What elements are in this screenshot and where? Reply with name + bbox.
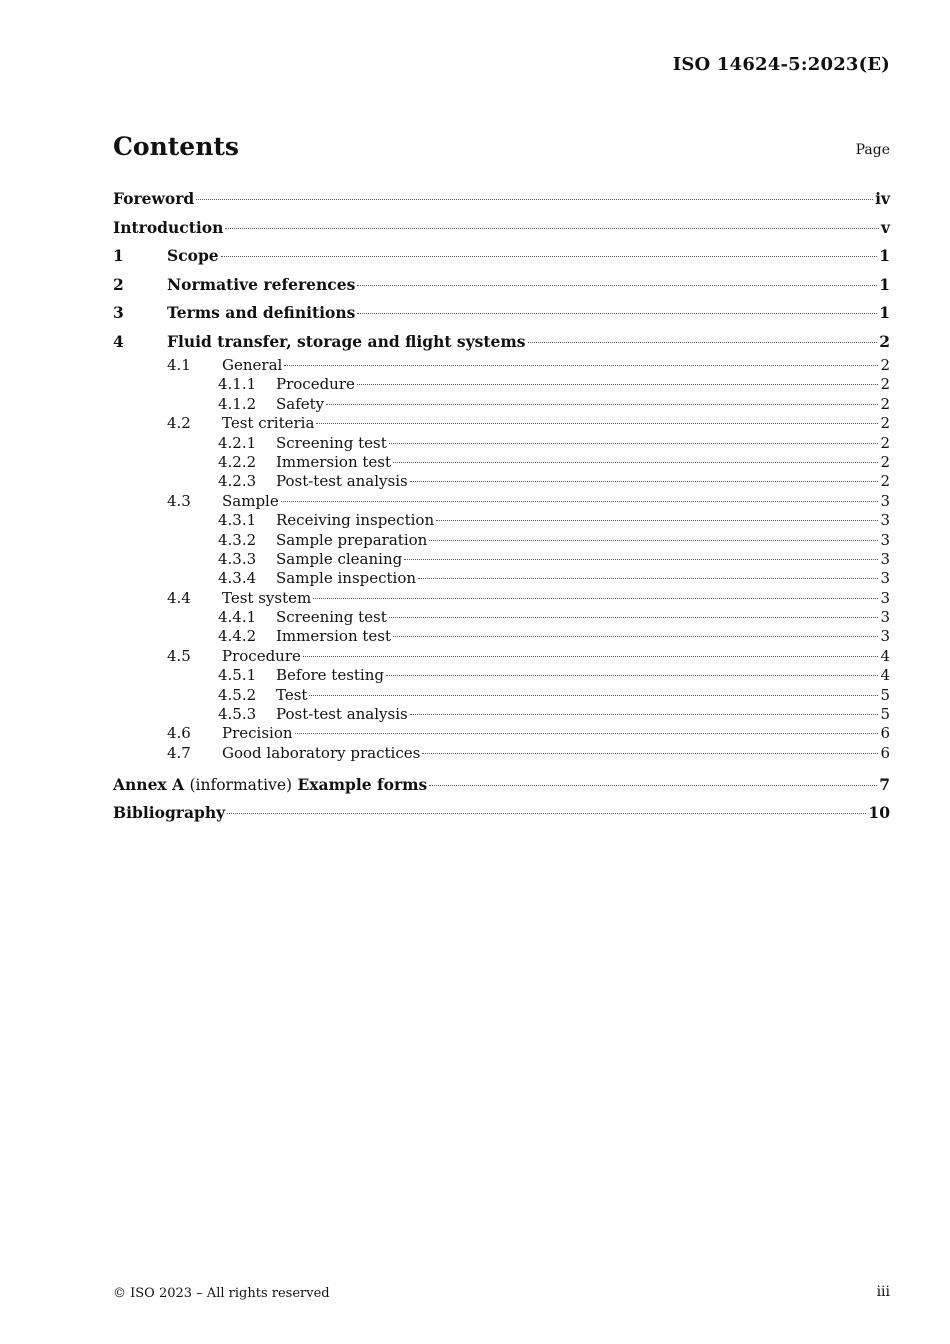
- toc-entry-title: Precision: [222, 724, 293, 743]
- toc-entry-before-testing[interactable]: [113, 666, 890, 685]
- toc-entry-page: 5: [880, 685, 890, 704]
- toc-entry-page: 1: [879, 274, 890, 294]
- toc-entry-title: Good laboratory practices: [222, 743, 421, 762]
- dot-leader: [357, 313, 877, 314]
- toc-entry-title: Immersion test: [276, 452, 392, 471]
- toc-entry-number: 4.3: [167, 491, 191, 510]
- dot-leader: [386, 675, 878, 676]
- dot-leader: [393, 462, 878, 463]
- toc-entry-title: Post-test analysis: [276, 472, 408, 491]
- toc-entry-page: 3: [880, 549, 890, 568]
- toc-entry-screening-test[interactable]: [113, 608, 890, 627]
- toc-entry-page: 2: [880, 394, 890, 413]
- annex-label: Annex A: [113, 775, 185, 795]
- dot-leader: [528, 342, 878, 343]
- toc-entry-foreword[interactable]: [113, 185, 890, 214]
- toc-entry-number: 4.5: [167, 646, 191, 665]
- toc-entry-number: 4.3.1: [218, 511, 257, 530]
- toc-entry-number: 4.5.2: [218, 685, 257, 704]
- toc-entry-procedure[interactable]: [113, 375, 890, 394]
- dot-leader: [225, 228, 879, 229]
- toc-entry-page: iv: [875, 189, 890, 208]
- toc-entry-number: 4.1.2: [218, 394, 257, 413]
- toc-entry-page: 3: [880, 588, 890, 607]
- toc-entry-title: Safety: [276, 394, 325, 413]
- toc-entry-page: 3: [880, 491, 890, 510]
- toc-spacer: [113, 763, 890, 771]
- toc-entry-procedure-section[interactable]: [113, 647, 890, 666]
- dot-leader: [429, 785, 877, 786]
- dot-leader: [357, 384, 879, 385]
- toc-entry-number: 4.4.1: [218, 608, 257, 627]
- toc-entry-page: 3: [880, 511, 890, 530]
- dot-leader: [389, 443, 879, 444]
- toc-entry-precision[interactable]: [113, 724, 890, 743]
- annex-title: Example forms: [297, 775, 428, 795]
- toc-entry-title: Screening test: [276, 433, 387, 452]
- toc-entry-title: Sample: [222, 491, 279, 510]
- toc-entry-title: Test system: [222, 588, 312, 607]
- toc-entry-number: 3: [113, 303, 124, 322]
- contents-title: Contents: [113, 132, 240, 161]
- toc-entry-page: 3: [880, 569, 890, 588]
- toc-entry-page: 2: [880, 356, 890, 374]
- toc-entry-number: 1: [113, 246, 124, 265]
- toc-entry-title: Screening test: [276, 608, 387, 627]
- table-of-contents: [113, 185, 890, 827]
- toc-entry-title: Receiving inspection: [276, 511, 435, 530]
- toc-entry-page: 4: [880, 646, 890, 665]
- toc-entry-page: 1: [879, 246, 890, 265]
- dot-leader: [309, 695, 878, 696]
- toc-entry-title: Normative references: [167, 274, 356, 294]
- toc-entry-sample-cleaning[interactable]: [113, 550, 890, 569]
- toc-entry-title: Test: [276, 685, 308, 704]
- toc-entry-page: 2: [880, 414, 890, 433]
- toc-entry-page: 2: [880, 433, 890, 452]
- toc-entry-page: 7: [879, 775, 890, 795]
- toc-entry-number: 4.3.2: [218, 530, 257, 549]
- toc-entry-page: 3: [880, 627, 890, 646]
- toc-entry-good-laboratory-practices[interactable]: [113, 744, 890, 763]
- toc-entry-title: Sample cleaning: [276, 549, 403, 568]
- toc-entry-annex-a[interactable]: [113, 771, 890, 799]
- toc-entry-number: 4.3.3: [218, 549, 257, 568]
- toc-entry-page: 2: [879, 331, 890, 351]
- toc-entry-title: Foreword: [113, 189, 195, 208]
- toc-entry-number: 4.1.1: [218, 375, 257, 394]
- page-number: iii: [876, 1284, 890, 1300]
- dot-leader: [326, 404, 878, 405]
- toc-entry-number: 4.5.1: [218, 666, 257, 685]
- toc-entry-sample-inspection[interactable]: [113, 569, 890, 588]
- dot-leader: [422, 753, 878, 754]
- toc-entry-post-test-analysis[interactable]: [113, 705, 890, 724]
- toc-entry-immersion-test[interactable]: [113, 453, 890, 472]
- toc-entry-number: 4.1: [167, 356, 191, 374]
- toc-entry-terms-and-definitions[interactable]: [113, 299, 890, 328]
- toc-entry-number: 4.2.3: [218, 472, 257, 491]
- toc-entry-number: 4.2.2: [218, 452, 257, 471]
- toc-entry-screening-test[interactable]: [113, 434, 890, 453]
- toc-entry-general[interactable]: [113, 356, 890, 375]
- dot-leader: [429, 540, 878, 541]
- toc-entry-page: 5: [880, 705, 890, 724]
- dot-leader: [295, 733, 879, 734]
- dot-leader: [316, 423, 878, 424]
- toc-entry-title: General: [222, 356, 283, 374]
- dot-leader: [227, 813, 866, 814]
- toc-entry-page: 3: [880, 530, 890, 549]
- toc-entry-title: Scope: [167, 246, 219, 265]
- dot-leader: [303, 656, 879, 657]
- toc-entry-title: Post-test analysis: [276, 705, 408, 724]
- dot-leader: [313, 598, 878, 599]
- toc-entry-test-criteria[interactable]: [113, 414, 890, 433]
- toc-entry-safety[interactable]: [113, 395, 890, 414]
- toc-entry-title: Sample preparation: [276, 530, 428, 549]
- toc-entry-post-test-analysis[interactable]: [113, 472, 890, 491]
- toc-entry-introduction[interactable]: [113, 214, 890, 243]
- toc-entry-title: Fluid transfer, storage and flight systems: [167, 331, 526, 351]
- toc-entry-title: Sample inspection: [276, 569, 417, 588]
- toc-entry-number: 4.2.1: [218, 433, 257, 452]
- toc-entry-scope[interactable]: [113, 242, 890, 271]
- toc-entry-title: Immersion test: [276, 627, 392, 646]
- toc-entry-immersion-test[interactable]: [113, 627, 890, 646]
- dot-leader: [410, 714, 879, 715]
- dot-leader: [221, 256, 878, 257]
- toc-entry-normative-references[interactable]: [113, 271, 890, 300]
- toc-entry-title: Bibliography: [113, 803, 226, 823]
- toc-entry-test[interactable]: [113, 686, 890, 705]
- toc-entry-sample[interactable]: [113, 492, 890, 511]
- page-column-label: Page: [855, 142, 890, 158]
- toc-entry-title: Terms and definitions: [167, 303, 356, 322]
- dot-leader: [389, 617, 879, 618]
- dot-leader: [196, 199, 873, 200]
- dot-leader: [436, 520, 878, 521]
- dot-leader: [357, 285, 877, 286]
- toc-entry-number: 2: [113, 274, 124, 294]
- document-id: ISO 14624-5:2023(E): [672, 54, 890, 75]
- toc-entry-page: 10: [868, 803, 890, 823]
- toc-entry-number: 4.7: [167, 743, 191, 762]
- toc-entry-bibliography[interactable]: [113, 799, 890, 827]
- toc-entry-title: Introduction: [113, 217, 224, 237]
- toc-entry-page: v: [880, 217, 890, 237]
- toc-entry-page: 1: [879, 303, 890, 322]
- toc-entry-page: 4: [880, 666, 890, 685]
- toc-entry-test-system[interactable]: [113, 589, 890, 608]
- toc-entry-receiving-inspection[interactable]: [113, 511, 890, 530]
- dot-leader: [281, 501, 879, 502]
- toc-entry-page: 2: [880, 452, 890, 471]
- toc-entry-title: [113, 771, 427, 799]
- toc-entry-number: 4.6: [167, 724, 191, 743]
- toc-entry-title: Test criteria: [222, 414, 315, 433]
- toc-entry-page: 2: [880, 472, 890, 491]
- toc-entry-number: 4.3.4: [218, 569, 257, 588]
- toc-entry-number: 4: [113, 331, 124, 351]
- toc-entry-number: 4.4: [167, 588, 191, 607]
- toc-entry-title: Procedure: [222, 646, 301, 665]
- toc-entry-title: Procedure: [276, 375, 355, 394]
- annex-type: (informative): [189, 776, 293, 795]
- toc-entry-title: Before testing: [276, 666, 384, 685]
- toc-entry-page: 6: [880, 743, 890, 762]
- toc-entry-page: 2: [880, 375, 890, 394]
- dot-leader: [404, 559, 878, 560]
- dot-leader: [284, 365, 878, 366]
- toc-entry-fluid-transfer[interactable]: [113, 328, 890, 357]
- toc-entry-number: 4.4.2: [218, 627, 257, 646]
- toc-entry-number: 4.2: [167, 414, 191, 433]
- copyright-notice: © ISO 2023 – All rights reserved: [113, 1286, 330, 1301]
- toc-entry-page: 6: [880, 724, 890, 743]
- dot-leader: [418, 578, 878, 579]
- dot-leader: [410, 481, 879, 482]
- toc-entry-sample-preparation[interactable]: [113, 531, 890, 550]
- dot-leader: [393, 636, 878, 637]
- toc-entry-page: 3: [880, 608, 890, 627]
- toc-entry-number: 4.5.3: [218, 705, 257, 724]
